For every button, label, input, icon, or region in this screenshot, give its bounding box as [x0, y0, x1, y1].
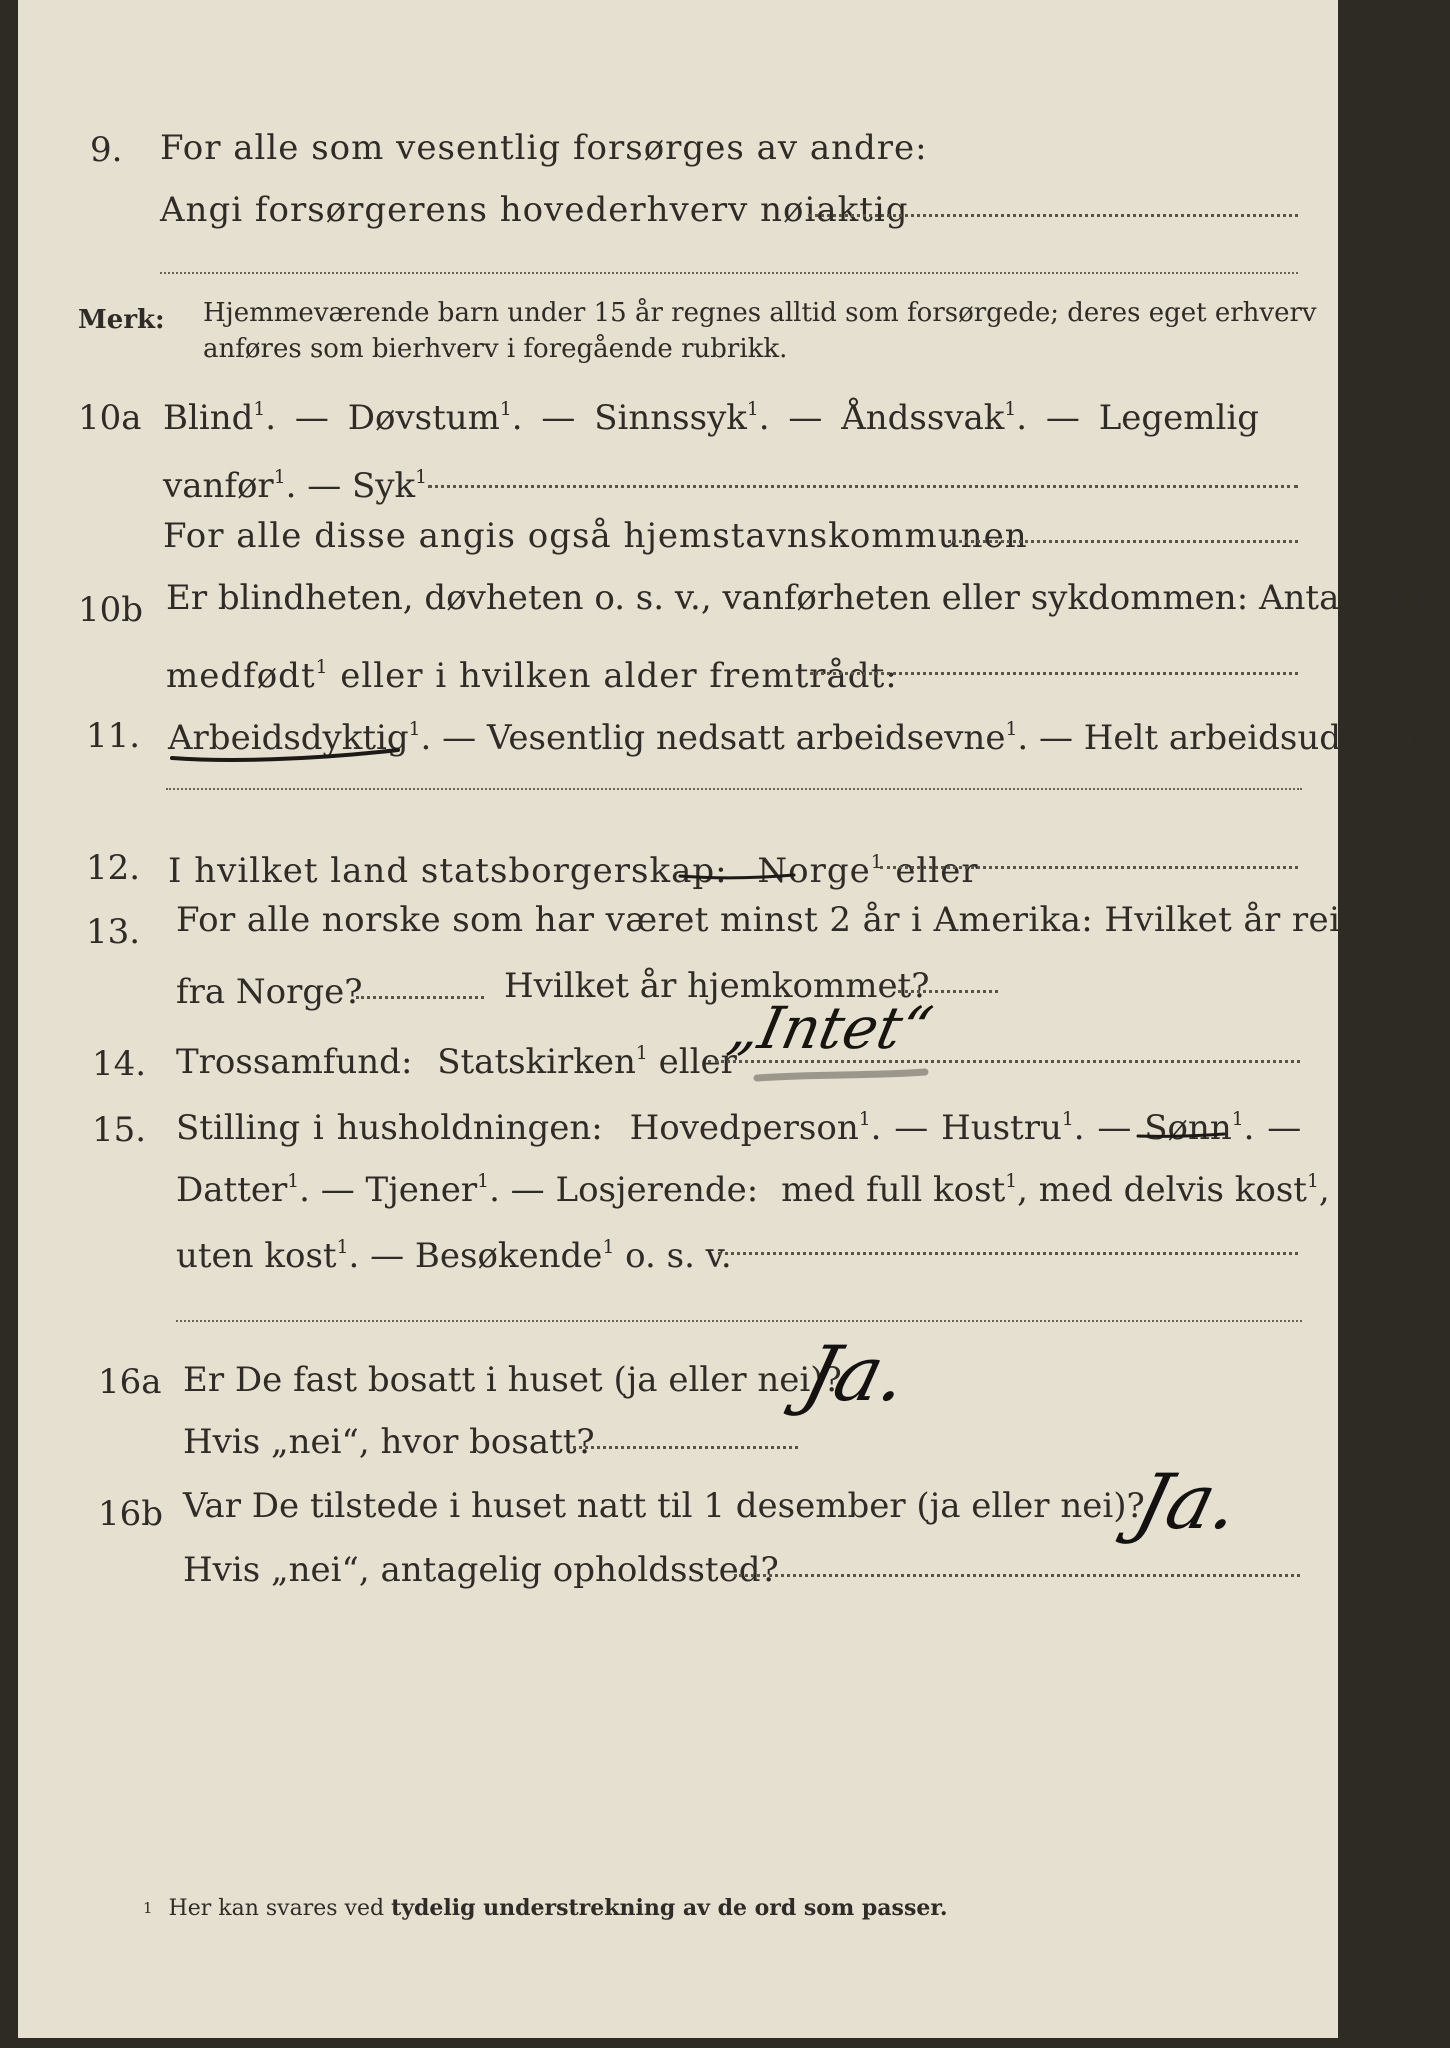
q10a-line1 — [163, 390, 1259, 438]
q10a-line2 — [163, 458, 427, 506]
footnote-ref: 1 — [477, 1171, 490, 1192]
q15-delvis-kost: , med delvis kost — [1017, 1170, 1307, 1211]
q16b-handwritten-answer: Ja. — [1127, 1457, 1250, 1546]
q16a-answer-line — [573, 1446, 798, 1449]
q13-line1: For alle norske som har været minst 2 år i Amerika: Hvilket år reist — [176, 900, 1373, 940]
q15-handwritten-underline — [1136, 1130, 1228, 1142]
footnote-ref: 1 — [1061, 1109, 1074, 1130]
footnote-ref: 1 — [870, 852, 884, 873]
q14-eller: eller — [647, 1042, 737, 1083]
q15-dash: . — — [1073, 1108, 1145, 1149]
footnote — [143, 1893, 948, 1924]
footnote-ref: 1 — [1005, 719, 1018, 740]
q15-comma: , — [1318, 1170, 1330, 1211]
footnote-ref: 1 — [602, 1237, 615, 1258]
q12-question: I hvilket land statsborgerskap: — [168, 851, 728, 892]
q9-answer-line-2 — [160, 272, 1298, 274]
q15-sonn: Sønn — [1144, 1108, 1232, 1149]
q10a-dovstum: . — Døvstum — [265, 398, 500, 439]
footnote-ref: 1 — [746, 399, 759, 420]
q15-uten-kost: uten kost — [176, 1236, 337, 1277]
q16a-number: 16a — [98, 1362, 162, 1402]
merk-label: Merk: — [78, 305, 165, 335]
q14-label: Trossamfund: — [176, 1042, 413, 1083]
q13-line2b: Hvilket år hjemkommet? — [504, 966, 930, 1006]
footnote-ref: 1 — [253, 399, 266, 420]
q11-udyktig: . — Helt arbeidsudyktig — [1017, 718, 1428, 759]
q14-number: 14. — [92, 1044, 147, 1084]
footnote-ref: 1 — [1005, 1171, 1018, 1192]
q15-tjener: . — Tjener — [299, 1170, 478, 1211]
q15-dash-end: . — — [1243, 1108, 1302, 1149]
q9-line1: For alle som vesentlig forsørges av andre: — [160, 128, 928, 168]
q14-pencil-mark — [753, 1066, 933, 1090]
q13-hjemkommet-line — [898, 990, 998, 993]
q11-number: 11. — [86, 716, 141, 756]
q15-osv: o. s. v. — [614, 1236, 732, 1277]
q16a-handwritten-answer: Ja. — [795, 1329, 918, 1418]
q14-statskirken: Statskirken — [437, 1042, 636, 1083]
q16a-line2: Hvis „nei“, hvor bosatt? — [183, 1422, 595, 1462]
q15-answer-line — [718, 1252, 1298, 1255]
footnote-ref: 1 — [273, 467, 286, 488]
q15-losjerende: . — Losjerende: — [489, 1170, 759, 1211]
q10b-answer-line — [810, 672, 1298, 675]
q16b-answer-line — [734, 1574, 1300, 1577]
q10a-answer-line — [428, 485, 1298, 488]
q15-number: 15. — [92, 1110, 147, 1150]
q10b-alder: eller i hvilken alder fremtrådt: — [328, 656, 898, 697]
footnote-ref: 1 — [1231, 1109, 1244, 1130]
q9-line2: Angi forsørgerens hovederhverv nøiaktig — [160, 190, 909, 230]
q15-line1 — [176, 1100, 1301, 1148]
q15-hustru: . — Hustru — [870, 1108, 1062, 1149]
q12-number: 12. — [86, 848, 141, 888]
q14-handwritten-answer: „Intet“ — [722, 994, 939, 1062]
footnote-ref: 1 — [1004, 399, 1017, 420]
q15-line2 — [176, 1162, 1330, 1210]
q16b-number: 16b — [98, 1494, 164, 1534]
footnote-ref: 1 — [336, 1237, 349, 1258]
q13-line2a: fra Norge? — [176, 972, 363, 1012]
q10b-line1: Er blindheten, døvheten o. s. v., vanførheten eller sykdommen: Antagelig — [166, 578, 1425, 618]
q16b-line2: Hvis „nei“, antagelig opholdssted? — [183, 1550, 779, 1590]
q12-eller: eller — [883, 851, 979, 892]
footnote-text: Her kan svares ved — [168, 1896, 392, 1921]
q10a-sinnssyk: . — Sinnssyk — [511, 398, 747, 439]
q15-line3 — [176, 1228, 732, 1276]
q12-handwritten-underline — [678, 870, 798, 884]
q10a-legemlig: . — Legemlig — [1016, 398, 1260, 439]
q9-answer-line — [808, 214, 1298, 217]
q11-nedsatt: . — Vesentlig nedsatt arbeidsevne — [420, 718, 1006, 759]
q11-handwritten-underline — [168, 738, 408, 768]
q12-line — [168, 843, 979, 891]
q13-reist-line — [356, 996, 484, 999]
q13-number: 13. — [86, 912, 141, 952]
q15-datter: Datter — [176, 1170, 288, 1211]
q15-answer-line-2 — [176, 1320, 1302, 1322]
q15-hovedperson: Hovedperson — [629, 1108, 859, 1149]
q10b-line2 — [166, 648, 898, 696]
q11-line: Arbeidsdyktig$^1$. — Vesentlig nedsatt arbeidsevne$^1$. — Helt arbeidsudyktig$^1$. — [168, 718, 1450, 759]
q9-number: 9. — [90, 130, 123, 170]
q10a-hjemstavn-line — [948, 540, 1298, 543]
q16b-line1: Var De tilstede i huset natt til 1 desember (ja eller nei)? — [183, 1486, 1145, 1526]
q10a-blind: Blind — [163, 398, 254, 439]
merk-line2: anføres som bierhverv i foregående rubrikk. — [203, 334, 788, 364]
q10a-number: 10a — [78, 398, 142, 438]
footnote-ref: 1 — [1306, 1171, 1319, 1192]
footnote-ref: 1 — [415, 467, 427, 488]
footnote-ref: 1 — [287, 1171, 300, 1192]
merk-line1: Hjemmeværende barn under 15 år regnes alltid som forsørgede; deres eget erhverv — [203, 298, 1317, 328]
q11-answer-line — [166, 788, 1302, 790]
q15-label: Stilling i husholdningen: — [176, 1108, 603, 1149]
footnote-ref: 1 — [1427, 719, 1440, 740]
footnote-ref: 1 — [635, 1043, 648, 1064]
q10b-medfodt: medfødt — [166, 656, 316, 697]
q15-besokende: . — Besøkende — [348, 1236, 603, 1277]
census-form-page — [18, 0, 1450, 2038]
q14-line — [176, 1034, 737, 1082]
q10a-andssvak: . — Åndssvak — [758, 398, 1005, 439]
footnote-mark: 1 — [143, 1899, 153, 1917]
footnote-ref: 1 — [408, 719, 421, 740]
q10b-number: 10b — [78, 590, 144, 630]
q10a-syk: . — Syk — [285, 466, 416, 507]
q10a-vanfor: vanfør — [163, 466, 274, 507]
footnote-text-bold: tydelig understrekning av de ord som passer. — [391, 1895, 948, 1921]
footnote-ref: 1 — [315, 657, 329, 678]
q16a-line1: Er De fast bosatt i huset (ja eller nei)? — [183, 1360, 842, 1400]
q10a-line3: For alle disse angis også hjemstavnskommunen — [163, 516, 1028, 556]
footnote-ref: 1 — [858, 1109, 871, 1130]
q12-norge: Norge — [757, 851, 871, 892]
q11-arbeidsdyktig: Arbeidsdyktig — [168, 718, 409, 759]
q12-answer-line — [880, 866, 1298, 869]
q15-full-kost: med full kost — [781, 1170, 1006, 1211]
footnote-ref: 1 — [499, 399, 512, 420]
